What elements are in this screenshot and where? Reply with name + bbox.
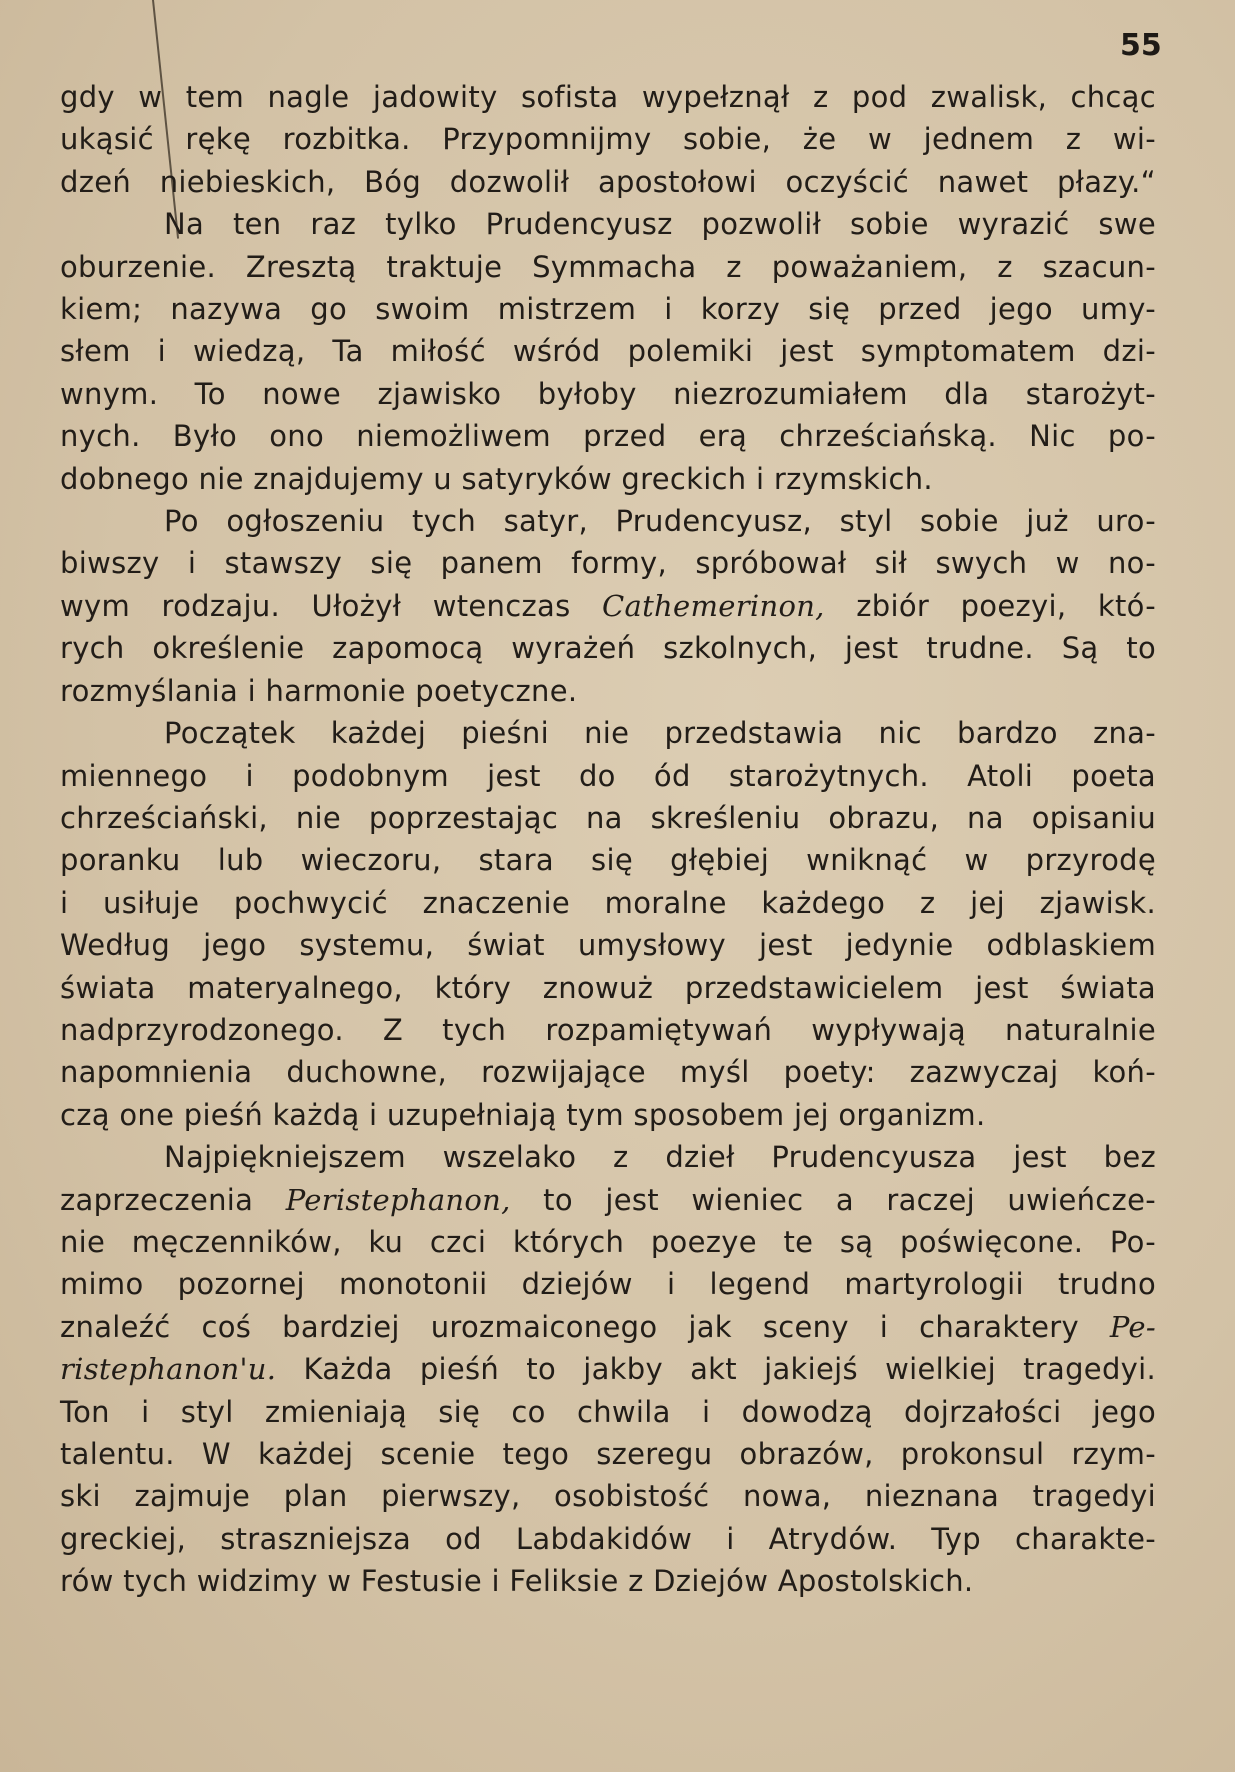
text-line: Ton i styl zmieniają się co chwila i dowodzą dojrzałości jego xyxy=(60,1394,1156,1429)
text-line: kiem; nazywa go swoim mistrzem i korzy się przed jego umy- xyxy=(60,292,1156,327)
text-segment: to jest wieniec a raczej uwieńcze- xyxy=(510,1182,1156,1217)
text-line: gdy w tem nagle jadowity sofista wypełznął z pod zwalisk, chcąc xyxy=(60,80,1156,114)
text-line: dobnego nie znajdujemy u satyryków greckich i rzymskich. xyxy=(60,461,933,496)
text-line: Według jego systemu, świat umysłowy jest jedynie odblaskiem xyxy=(60,928,1156,963)
text-line: nych. Było ono niemożliwem przed erą chrześciańską. Nic po- xyxy=(60,419,1156,454)
text-line: poranku lub wieczoru, stara się głębiej wniknąć w przyrodę xyxy=(60,843,1156,878)
text-line: nadprzyrodzonego. Z tych rozpamiętywań wypływają naturalnie xyxy=(60,1012,1156,1047)
text-segment: wym rodzaju. Ułożył wtenczas xyxy=(60,588,602,623)
text-line: napomnienia duchowne, rozwijające myśl poety: zazwyczaj koń- xyxy=(60,1055,1156,1090)
text-line: słem i wiedzą, Ta miłość wśród polemiki jest symptomatem dzi- xyxy=(60,334,1156,369)
text-line: Po ogłoszeniu tych satyr, Prudencyusz, styl sobie już uro- xyxy=(164,504,1156,539)
page-number: 55 xyxy=(1120,28,1162,63)
text-line: ski zajmuje plan pierwszy, osobistość nowa, nieznana tragedyi xyxy=(60,1479,1156,1514)
text-line: Początek każdej pieśni nie przedstawia nic bardzo zna- xyxy=(164,716,1156,751)
text-line: świata materyalnego, który znowuż przedstawicielem jest świata xyxy=(60,970,1156,1005)
text-line: rozmyślania i harmonie poetyczne. xyxy=(60,673,578,708)
text-line: biwszy i stawszy się panem formy, spróbował sił swych w no- xyxy=(60,546,1156,581)
text-line: dzeń niebieskich, Bóg dozwolił apostołowi oczyścić nawet płazy.“ xyxy=(60,164,1156,199)
text-line: Najpiękniejszem wszelako z dzieł Prudencyusza jest bez xyxy=(164,1140,1156,1175)
text-line: i usiłuje pochwycić znaczenie moralne każdego z jej zjawisk. xyxy=(60,885,1156,920)
text-line xyxy=(60,1179,1156,1221)
text-line: ukąsić rękę rozbitka. Przypomnijmy sobie, że w jednem z wi- xyxy=(60,122,1156,157)
text-line: czą one pieśń każdą i uzupełniają tym sposobem jej organizm. xyxy=(60,1097,986,1132)
text-line: miennego i podobnym jest do ód starożytnych. Atoli poeta xyxy=(60,758,1156,793)
text-line: oburzenie. Zresztą traktuje Symmacha z poważaniem, z szacun- xyxy=(60,249,1156,284)
title-italic: Peristephanon, xyxy=(285,1182,511,1217)
text-line: nie męczenników, ku czci których poezye te są poświęcone. Po- xyxy=(60,1224,1156,1259)
body-text xyxy=(60,76,1156,1603)
title-italic: Cathemerinon, xyxy=(602,588,825,623)
text-line: mimo pozornej monotonii dziejów i legend martyrologii trudno xyxy=(60,1267,1156,1302)
text-line: talentu. W każdej scenie tego szeregu obrazów, prokonsul rzym- xyxy=(60,1437,1156,1471)
text-segment: znaleźć coś bardziej urozmaiconego jak sceny i charaktery xyxy=(60,1309,1110,1344)
text-line xyxy=(60,585,1156,627)
text-line: rów tych widzimy w Festusie i Feliksie z Dziejów Apostolskich. xyxy=(60,1564,974,1599)
title-italic: Pe- xyxy=(1109,1309,1156,1344)
text-line: chrześciański, nie poprzestając na skreśleniu obrazu, na opisaniu xyxy=(60,800,1156,835)
text-segment: Każda pieśń to jakby akt jakiejś wielkiej tragedyi. xyxy=(276,1352,1156,1387)
text-line: Na ten raz tylko Prudencyusz pozwolił sobie wyrazić swe xyxy=(164,207,1156,242)
text-segment: zbiór poezyi, któ- xyxy=(824,588,1156,623)
text-line: greckiej, straszniejsza od Labdakidów i Atrydów. Typ charakte- xyxy=(60,1521,1156,1556)
text-line xyxy=(60,1348,1156,1390)
text-segment: zaprzeczenia xyxy=(60,1182,286,1217)
text-line: rych określenie zapomocą wyrażeń szkolnych, jest trudne. Są to xyxy=(60,631,1156,666)
text-line: wnym. To nowe zjawisko byłoby niezrozumiałem dla starożyt- xyxy=(60,376,1156,411)
text-line xyxy=(60,1306,1156,1348)
title-italic: ristephanon'u. xyxy=(60,1352,277,1387)
